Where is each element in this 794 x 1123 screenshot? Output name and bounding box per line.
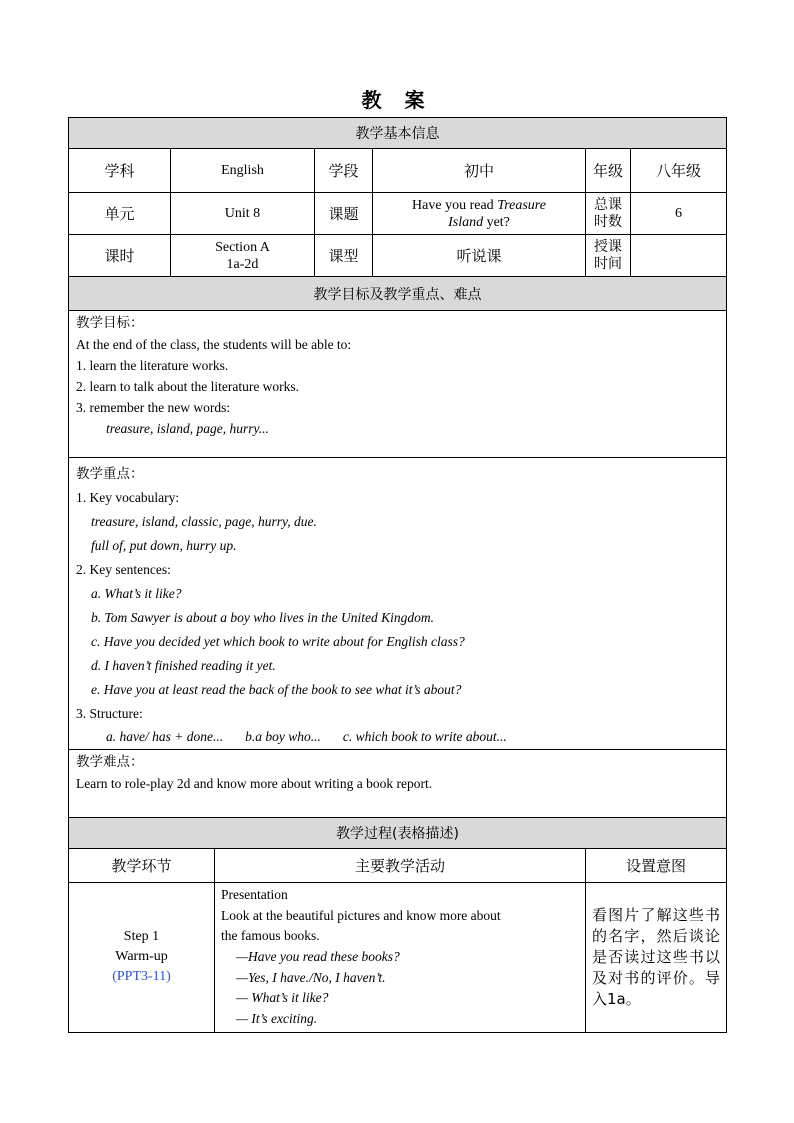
step1-cell — [69, 883, 215, 1033]
teaching-goals — [69, 311, 727, 458]
key-points — [69, 458, 727, 750]
lesson-type-value: 听说课 — [373, 235, 586, 277]
teaching-time-label: 授课 时间 — [586, 235, 631, 277]
unit-value: Unit 8 — [171, 193, 315, 235]
teaching-time-value — [631, 235, 727, 277]
difficulty-text: Learn to role-play 2d and know more about writing a book report. — [76, 776, 433, 791]
sentences-heading: 2. Key sentences: — [76, 562, 171, 577]
activity-text: Look at the beautiful pictures and know more about — [221, 907, 501, 923]
lesson-plan-table — [68, 117, 727, 1033]
step1-name: Step 1 — [123, 929, 160, 945]
difficulty — [69, 750, 727, 818]
topic-label: 课题 — [315, 193, 373, 235]
stage-label: 学段 — [315, 149, 373, 193]
goal-item: 1. learn the literature works. — [76, 358, 229, 373]
vocab-heading: 1. Key vocabulary: — [76, 490, 180, 505]
key-sentence: d. I haven’t finished reading it yet. — [91, 658, 276, 673]
step-header: 教学环节 — [69, 849, 215, 883]
dialogue-line: — It’s exciting. — [236, 1011, 318, 1027]
dialogue-line: —Yes, I have./No, I haven’t. — [236, 969, 386, 985]
grade-value: 八年级 — [631, 149, 727, 193]
purpose-header: 设置意图 — [586, 849, 727, 883]
key-sentence: a. What’s it like? — [91, 586, 182, 601]
key-sentence: c. Have you decided yet which book to write about for English class? — [91, 634, 465, 649]
step1-purpose: 看图片了解这些书的名字，然后谈论是否读过这些书以及对书的评价。导入1a。 — [586, 883, 727, 1033]
subject-label: 学科 — [69, 149, 171, 193]
total-periods-label: 总课 时数 — [586, 193, 631, 235]
section-process: 教学过程(表格描述) — [69, 818, 727, 849]
lesson-type-label: 课型 — [315, 235, 373, 277]
goal-item: 2. learn to talk about the literature works. — [76, 379, 300, 394]
period-value: Section A 1a-2d — [171, 235, 315, 277]
dialogue-line: —Have you read these books? — [236, 949, 400, 965]
period-label: 课时 — [69, 235, 171, 277]
difficulty-heading: 教学难点： — [76, 754, 144, 770]
unit-label: 单元 — [69, 193, 171, 235]
grade-label: 年级 — [586, 149, 631, 193]
activity-title: Presentation — [221, 887, 288, 902]
vocab-line: full of, put down, hurry up. — [91, 538, 237, 553]
stage-value: 初中 — [373, 149, 586, 193]
step1-ref: (PPT3-11) — [112, 969, 171, 985]
activity-text: the famous books. — [221, 928, 320, 944]
dialogue-line: — What’s it like? — [236, 990, 329, 1006]
goal-item: 3. remember the new words: — [76, 400, 231, 415]
section-goals: 教学目标及教学重点、难点 — [69, 277, 727, 311]
goals-heading: 教学目标： — [76, 315, 144, 331]
key-sentence: b. Tom Sawyer is about a boy who lives in the United Kingdom. — [91, 610, 434, 625]
key-sentence: e. Have you at least read the back of the book to see what it’s about? — [91, 682, 462, 697]
subject-value: English — [171, 149, 315, 193]
structure-heading: 3. Structure: — [76, 706, 143, 721]
goal-words: treasure, island, page, hurry... — [106, 421, 269, 436]
step1-activity — [215, 883, 586, 1033]
goals-intro: At the end of the class, the students will be able to: — [76, 337, 352, 352]
keypoints-heading: 教学重点： — [76, 466, 144, 482]
activity-header: 主要教学活动 — [215, 849, 586, 883]
step1-phase: Warm-up — [115, 949, 168, 965]
structure-line: a. have/ has + done... b.a boy who... c. which book to write about... — [106, 729, 507, 744]
document-title: 教 案 — [361, 88, 433, 112]
section-basic-info: 教学基本信息 — [69, 118, 727, 149]
topic-value: Have you read Treasure Island yet? — [373, 193, 586, 235]
vocab-line: treasure, island, classic, page, hurry, due. — [91, 514, 317, 529]
total-periods-value: 6 — [631, 193, 727, 235]
